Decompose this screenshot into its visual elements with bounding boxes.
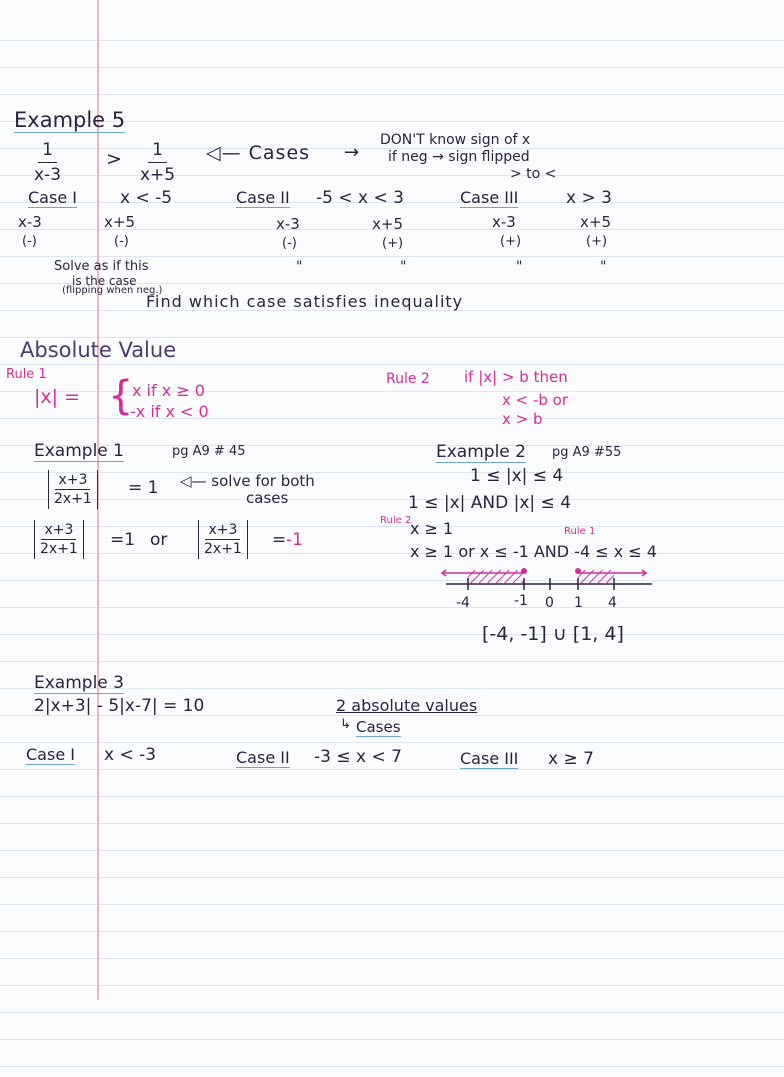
solve-note-line3: (flipping when neg.): [62, 285, 163, 296]
case3-label: Case III: [460, 749, 519, 768]
case2-label: Case II: [236, 188, 290, 207]
tick-label-zero: 0: [545, 595, 554, 611]
or-word: or: [150, 530, 168, 550]
fraction-numerator: x+3: [205, 522, 240, 540]
fraction-denominator: x+5: [140, 165, 176, 185]
case3-condition: x > 3: [566, 188, 612, 208]
case2-condition: -3 ≤ x < 7: [314, 747, 402, 767]
right-arrow-icon: →: [344, 142, 360, 163]
case1-label: Case I: [26, 745, 75, 764]
case1-condition: x < -3: [104, 745, 157, 765]
case3-factor-b: x+5: [580, 213, 611, 231]
case3-sign-a: (+): [500, 234, 522, 249]
closed-point-one: [575, 568, 581, 574]
rule2-line1: if |x| > b then: [464, 368, 568, 386]
absolute-value-title: Absolute Value: [20, 338, 177, 362]
case3-condition: x ≥ 7: [548, 749, 594, 769]
rule2-line3: x > b: [502, 410, 543, 428]
fraction-denominator: 2x+1: [40, 541, 78, 557]
ditto-mark: ": [296, 259, 303, 275]
case2-label: Case II: [236, 748, 290, 767]
case1-label: Case I: [28, 188, 77, 207]
fraction-denominator: 2x+1: [204, 541, 242, 557]
case2-factor-b: x+5: [372, 215, 403, 233]
case3-sign-b: (+): [586, 234, 608, 249]
left-brace-icon: {: [108, 373, 134, 419]
sign-note-line1: DON'T know sign of x: [380, 132, 531, 148]
example2-title: Example 2: [436, 442, 526, 462]
cases-arrow-icon: ↳: [340, 717, 351, 732]
tick-label-four: 4: [608, 595, 617, 611]
rule1-lhs: |x| =: [34, 386, 81, 408]
example3-title: Example 3: [34, 673, 124, 693]
absolute-values-note: 2 absolute values: [336, 696, 478, 715]
case3-factor-a: x-3: [492, 213, 516, 231]
example1-absolute-fraction-a: [34, 520, 84, 559]
case1-sign-b: (-): [114, 234, 129, 249]
shaded-interval-negative: [468, 570, 524, 584]
example5-title: Example 5: [14, 108, 126, 132]
rule1-label: Rule 1: [6, 367, 47, 382]
solve-note-line1: Solve as if this: [54, 259, 149, 274]
case1-condition: x < -5: [120, 188, 173, 208]
sign-note-line2: if neg → sign flipped: [388, 149, 530, 165]
cases-arrow-label: ◁— Cases: [206, 142, 311, 164]
tick-label-minus-four: -4: [456, 595, 470, 611]
rule1-tag: Rule 1: [564, 526, 596, 537]
find-case-note: Find which case satisfies inequality: [146, 292, 464, 311]
shaded-interval-positive: [578, 570, 614, 584]
sign-note-line3: > to <: [510, 166, 557, 182]
fraction-denominator: 2x+1: [54, 491, 92, 507]
case3-label: Case III: [460, 188, 519, 207]
case2-factor-a: x-3: [276, 215, 300, 233]
cases-note: Cases: [356, 718, 401, 736]
case2-condition: -5 < x < 3: [316, 188, 404, 208]
case2-sign-b: (+): [382, 236, 404, 251]
negative-one: -1: [286, 530, 303, 550]
fraction-numerator: x+3: [41, 522, 76, 540]
example2-answer: [-4, -1] ∪ [1, 4]: [482, 623, 624, 645]
closed-point-minus-one: [521, 568, 527, 574]
solve-note-line2: is the case: [72, 274, 137, 288]
example5-fraction-right: [140, 140, 175, 185]
fraction-numerator: x+3: [55, 472, 90, 490]
ditto-mark: ": [516, 259, 523, 275]
example1-equals-one: = 1: [128, 478, 159, 498]
rule2-label: Rule 2: [386, 371, 430, 387]
equals-one: =1: [110, 530, 136, 550]
example1-reference: pg A9 # 45: [172, 444, 246, 459]
example3-equation: 2|x+3| - 5|x-7| = 10: [34, 696, 205, 716]
tick-label-minus-one: -1: [514, 593, 528, 609]
example2-combined: x ≥ 1 or x ≤ -1 AND -4 ≤ x ≤ 4: [410, 542, 657, 561]
ditto-mark: ": [600, 259, 607, 275]
equals-sign: =: [272, 530, 287, 550]
ditto-mark: ": [400, 259, 407, 275]
fraction-numerator: 1: [38, 140, 57, 163]
case1-factor-a: x-3: [18, 213, 42, 231]
case2-sign-a: (-): [282, 236, 297, 251]
rule2-tag: Rule 2: [380, 515, 412, 526]
example1-title: Example 1: [34, 441, 124, 461]
greater-than-sign: >: [106, 148, 122, 170]
example2-inequality: 1 ≤ |x| ≤ 4: [470, 466, 564, 486]
tick-label-one: 1: [574, 595, 583, 611]
rule2-line2: x < -b or: [502, 391, 569, 409]
example2-reference: pg A9 #55: [552, 445, 622, 460]
rule1-case-positive: x if x ≥ 0: [132, 381, 205, 400]
case1-sign-a: (-): [22, 234, 37, 249]
solve-both-note-line1: ◁— solve for both: [180, 472, 315, 490]
case1-factor-b: x+5: [104, 213, 135, 231]
fraction-denominator: x-3: [34, 165, 62, 185]
fraction-numerator: 1: [148, 140, 167, 163]
rule1-case-negative: -x if x < 0: [130, 402, 209, 421]
example1-absolute-fraction-b: [198, 520, 248, 559]
example2-split: 1 ≤ |x| AND |x| ≤ 4: [408, 493, 572, 513]
solve-both-note-line2: cases: [246, 489, 289, 507]
example2-step: x ≥ 1: [410, 519, 454, 538]
example5-fraction-left: [34, 140, 61, 185]
example1-absolute-fraction: [48, 470, 98, 509]
